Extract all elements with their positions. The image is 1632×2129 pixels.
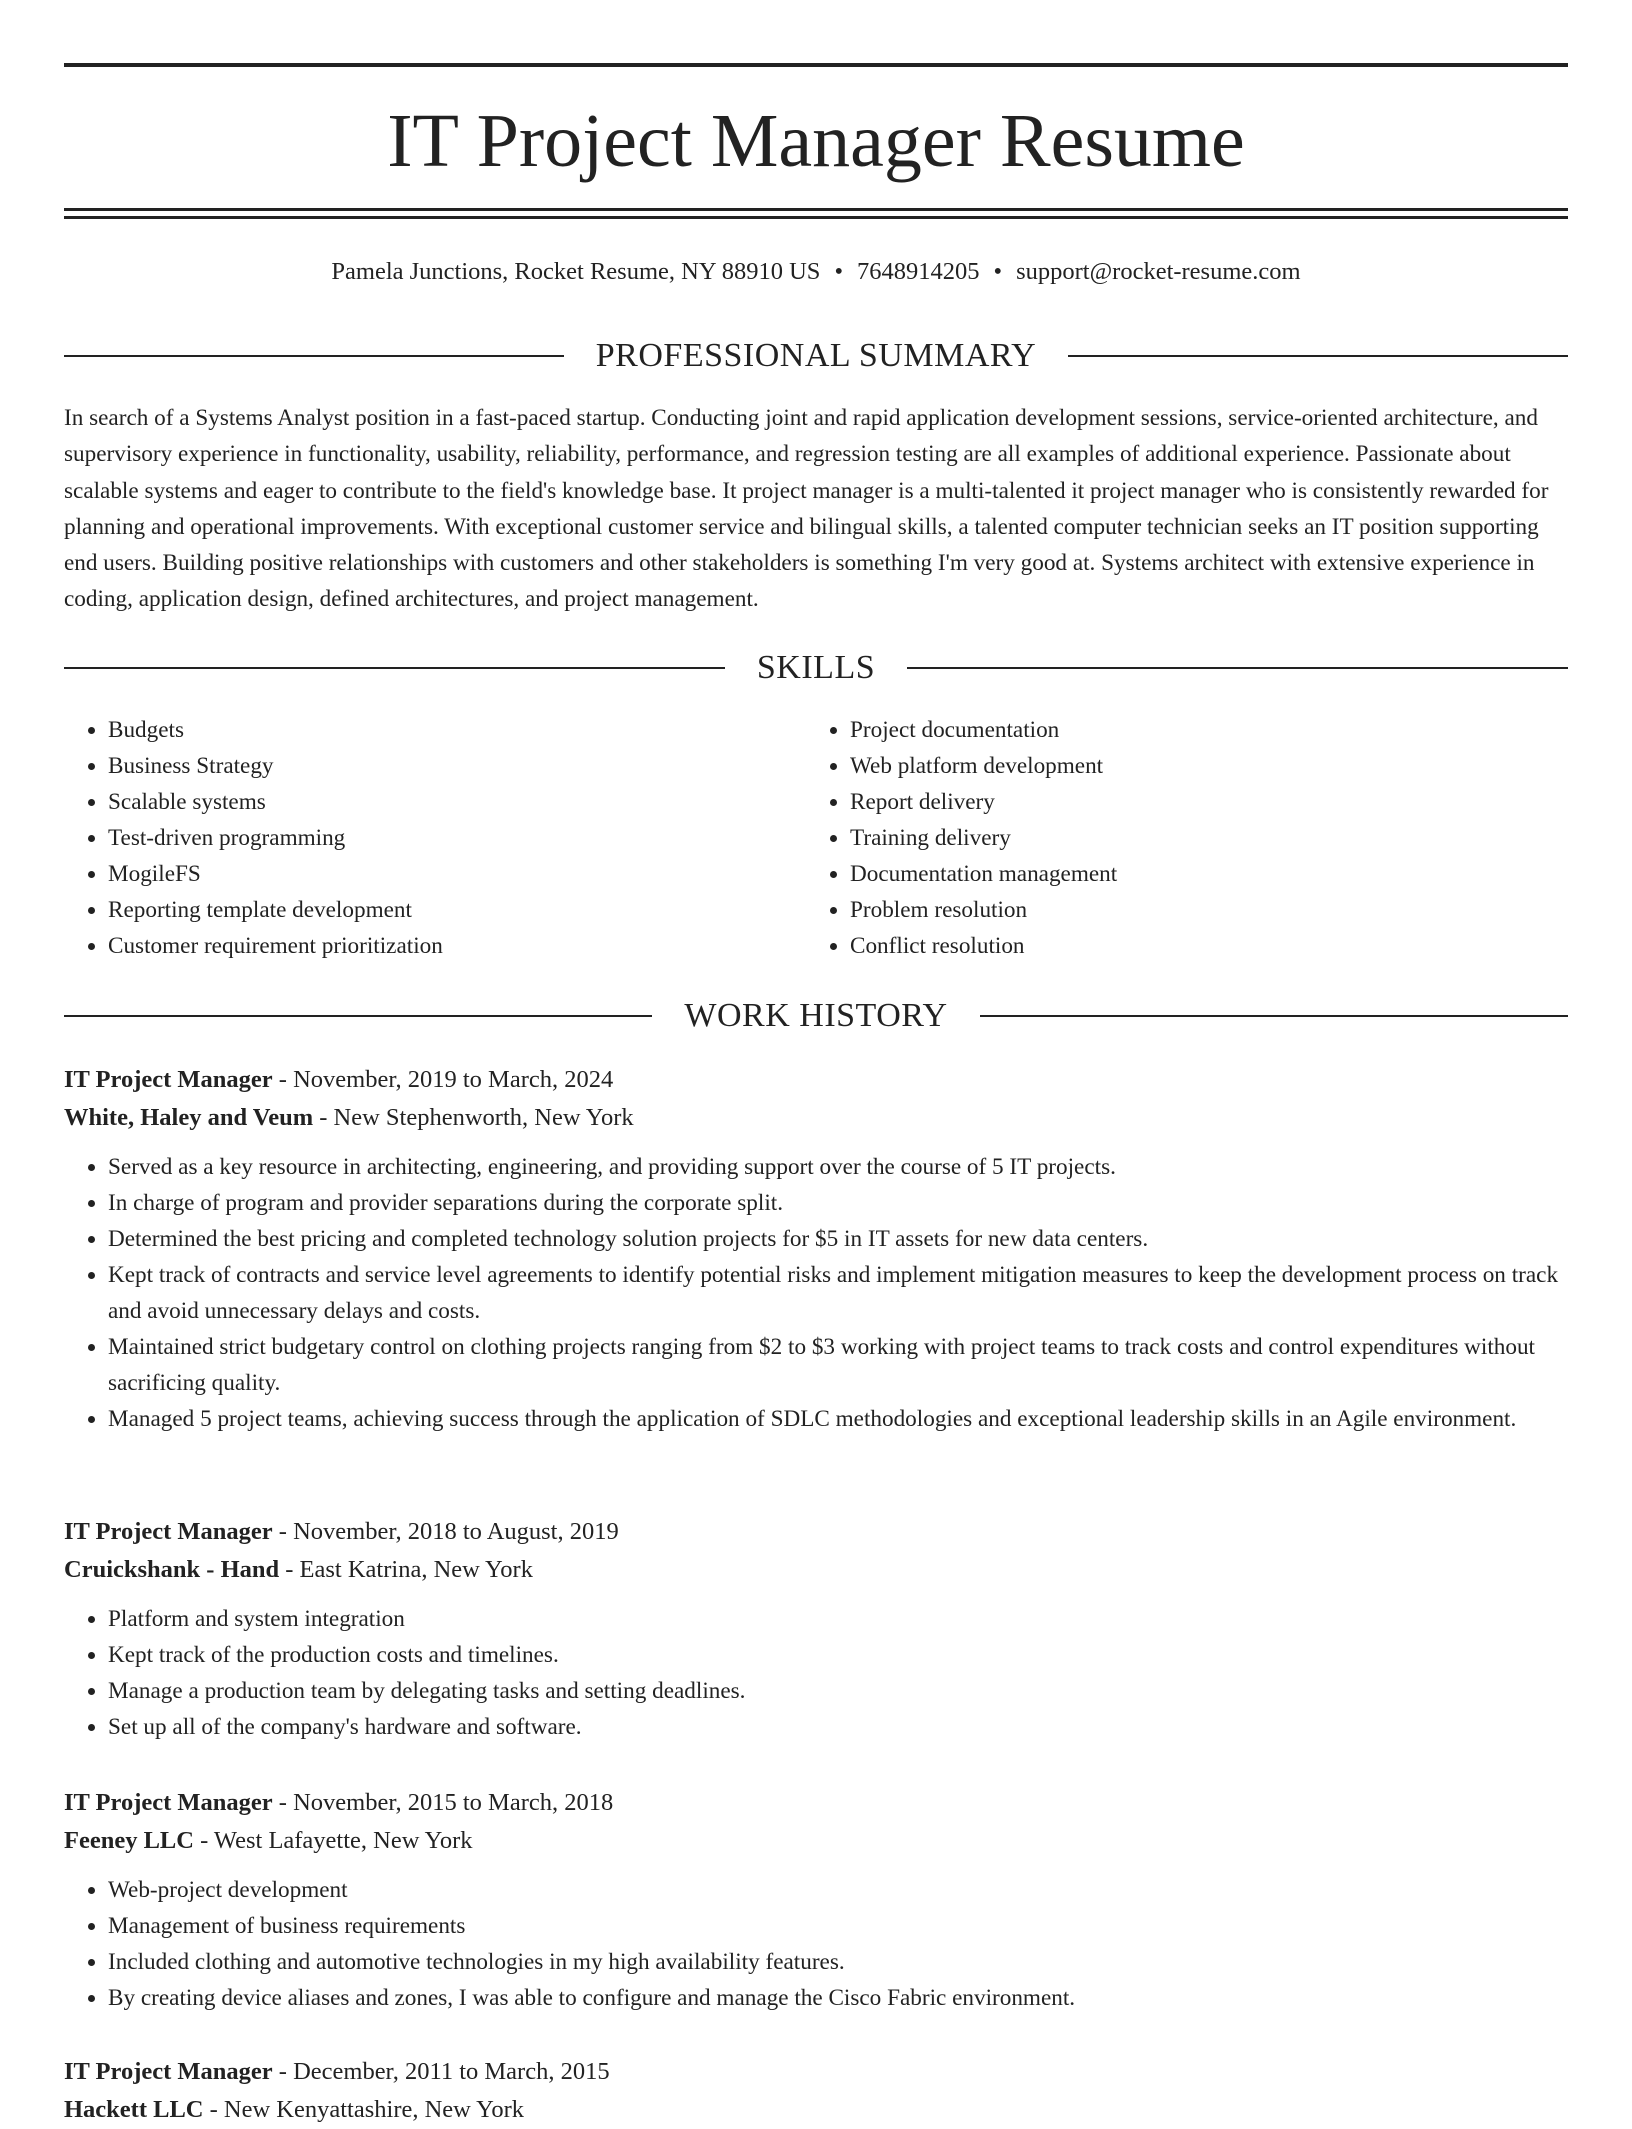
skill-item: • Training delivery xyxy=(850,820,1548,856)
heading-rule-right xyxy=(1068,355,1568,357)
skill-item: • MogileFS xyxy=(108,856,806,892)
contact-phone: 7648914205 xyxy=(857,258,980,285)
skill-item: • Problem resolution xyxy=(850,892,1548,928)
job-company-line xyxy=(64,1099,1568,1137)
heading-rule-right xyxy=(907,667,1568,669)
heading-rule-left xyxy=(64,667,725,669)
job-location: - West Lafayette, New York xyxy=(193,1827,473,1854)
job-bullet: • Determined the best pricing and completed technology solution projects for $5 in IT assets for new data centers. xyxy=(108,1221,1568,1257)
job-company-line xyxy=(64,1551,1568,1589)
summary-heading xyxy=(64,332,1568,380)
skills-column-left xyxy=(64,712,806,964)
job-bullet: • Set up all of the company's hardware and software. xyxy=(108,1709,1568,1745)
skill-item: • Budgets xyxy=(108,712,806,748)
job-bullet: • Included clothing and automotive technologies in my high availability features. xyxy=(108,1944,1568,1980)
job-entry xyxy=(64,1784,1568,2016)
job-bullets xyxy=(64,1601,1568,1745)
heading-rule-right xyxy=(980,1015,1568,1017)
job-title: IT Project Manager xyxy=(64,1518,273,1545)
job-bullets xyxy=(64,1149,1568,1437)
job-dates: - December, 2011 to March, 2015 xyxy=(272,2058,610,2085)
skill-item: • Conflict resolution xyxy=(850,928,1548,964)
title-double-rule xyxy=(64,208,1568,219)
heading-rule-left xyxy=(64,1015,652,1017)
job-bullet: • Served as a key resource in architecting, engineering, and providing support over the course of 5 IT projects. xyxy=(108,1149,1568,1185)
job-company-line xyxy=(64,2091,1568,2129)
job-bullet: • Management of business requirements xyxy=(108,1908,1568,1944)
skill-item: • Business Strategy xyxy=(108,748,806,784)
skill-item: • Web platform development xyxy=(850,748,1548,784)
page-title: IT Project Manager Resume xyxy=(387,99,1245,183)
skills-column-right xyxy=(806,712,1548,964)
job-bullet: • Web-project development xyxy=(108,1872,1568,1908)
job-entry xyxy=(64,2053,1568,2129)
job-bullet: • Platform and system integration xyxy=(108,1601,1568,1637)
job-dates: - November, 2015 to March, 2018 xyxy=(272,1789,614,1816)
job-company: Hackett LLC xyxy=(64,2096,204,2123)
job-title-line xyxy=(64,1784,1568,1822)
contact-email: support@rocket-resume.com xyxy=(1016,258,1301,285)
job-title-line xyxy=(64,2053,1568,2091)
skill-item: • Report delivery xyxy=(850,784,1548,820)
skill-item: • Project documentation xyxy=(850,712,1548,748)
job-dates: - November, 2019 to March, 2024 xyxy=(272,1066,614,1093)
job-location: - New Stephenworth, New York xyxy=(313,1104,634,1131)
job-title: IT Project Manager xyxy=(64,1066,273,1093)
job-bullet: • Manage a production team by delegating tasks and setting deadlines. xyxy=(108,1673,1568,1709)
job-title: IT Project Manager xyxy=(64,1789,273,1816)
work-heading xyxy=(64,992,1568,1040)
job-bullets xyxy=(64,1872,1568,2016)
work-heading-label: WORK HISTORY xyxy=(684,997,948,1034)
contact-separator: • xyxy=(834,258,844,285)
job-dates: - November, 2018 to August, 2019 xyxy=(272,1518,619,1545)
skill-item: • Test-driven programming xyxy=(108,820,806,856)
skills-heading xyxy=(64,644,1568,692)
summary-text: In search of a Systems Analyst position in a fast-paced startup. Conducting joint and rapid application development sessions, service-oriented architecture, and supervisory experience in functionality, usability, reliability, performance, and regression testing are all examples of additional experience. Passionate about scalable systems and eager to contribute to the field's knowledge base. It project manager is a multi-talented it project manager who is consistently rewarded for planning and operational improvements. With exceptional customer service and bilingual skills, a talented computer technician seeks an IT position supporting end users. Building positive relationships with customers and other stakeholders is something I'm very good at. Systems architect with extensive experience in coding, application design, defined architectures, and project management. xyxy=(64,405,1549,613)
heading-rule-left xyxy=(64,355,564,357)
job-title: IT Project Manager xyxy=(64,2058,273,2085)
job-location: - New Kenyattashire, New York xyxy=(203,2096,524,2123)
job-title-line xyxy=(64,1513,1568,1551)
job-entry xyxy=(64,1513,1568,1745)
skills-list xyxy=(64,712,1568,964)
job-location: - East Katrina, New York xyxy=(279,1556,533,1583)
contact-address: Pamela Junctions, Rocket Resume, NY 88910 US xyxy=(331,258,821,285)
contact-line xyxy=(64,252,1568,292)
job-title-line xyxy=(64,1061,1568,1099)
skill-item: • Documentation management xyxy=(850,856,1548,892)
skill-item: • Reporting template development xyxy=(108,892,806,928)
job-bullet: • Kept track of contracts and service level agreements to identify potential risks and implement mitigation measures to keep the development process on track and avoid unnecessary delays and costs. xyxy=(108,1257,1568,1329)
job-entry xyxy=(64,1061,1568,1437)
job-company: Feeney LLC xyxy=(64,1827,194,1854)
job-bullet: • Managed 5 project teams, achieving success through the application of SDLC methodologies and exceptional leadership skills in an Agile environment. xyxy=(108,1401,1568,1437)
summary-heading-label: PROFESSIONAL SUMMARY xyxy=(595,337,1037,374)
contact-separator: • xyxy=(993,258,1003,285)
job-company: White, Haley and Veum xyxy=(64,1104,314,1131)
job-company: Cruickshank - Hand xyxy=(64,1556,280,1583)
job-company-line xyxy=(64,1822,1568,1860)
job-bullet: • Maintained strict budgetary control on clothing projects ranging from $2 to $3 working with project teams to track costs and control expenditures without sacrificing quality. xyxy=(108,1329,1568,1401)
job-bullet: • In charge of program and provider separations during the corporate split. xyxy=(108,1185,1568,1221)
job-bullet: • By creating device aliases and zones, I was able to configure and manage the Cisco Fabric environment. xyxy=(108,1980,1568,2016)
skill-item: • Customer requirement prioritization xyxy=(108,928,806,964)
top-rule xyxy=(64,63,1568,67)
skills-heading-label: SKILLS xyxy=(756,649,876,686)
job-bullet: • Kept track of the production costs and timelines. xyxy=(108,1637,1568,1673)
skill-item: • Scalable systems xyxy=(108,784,806,820)
